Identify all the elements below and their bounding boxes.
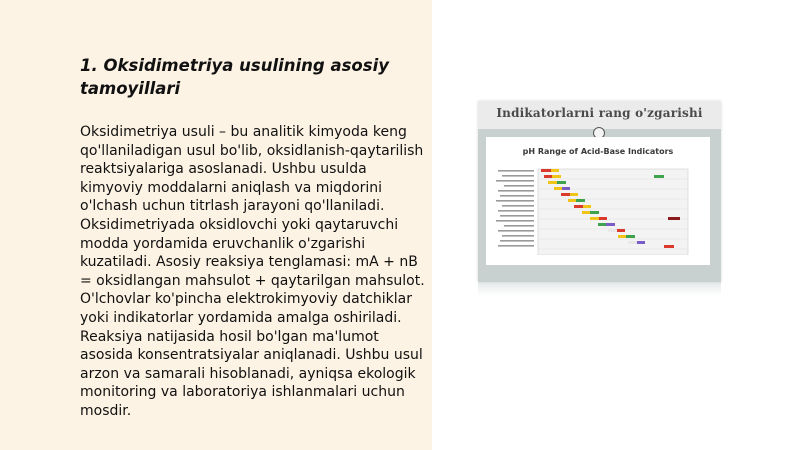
slide-body-text: Oksidimetriya usuli – bu analitik kimyoda keng qo'llaniladigan usul bo'lib, oksidlanish-qaytarilish reaktsiyalariga asoslanadi. Ushbu usulda kimyoviy moddalarni aniqlash va miqdorini o'lchash uchun titrlash jarayoni qo'llaniladi. Oksidimetriyada oksidlovchi yoki qaytaruvchi modda yordamida eruvchanlik o'zgarishi kuzatiladi. Asosiy reaksiya tenglamasi: mA + nB = oksidlangan mahsulot + qaytarilgan mahsulot. O'lchovlar ko'pincha elektrokimyoviy datchiklar yoki indikatorlar yordamida amalga oshiriladi. Reaksiya natijasida hosil bo'lgan ma'lumot asosida konsentratsiyalar aniqlanadi. Ushbu usul arzon va samarali hisoblanadi, ayniqsa ekologik monitoring va laboratoriya ishlanmalari uchun mosdir. xyxy=(80,124,425,419)
image-card-title-bar xyxy=(478,101,721,129)
image-card-title: Indikatorlarni rang o'zgarishi xyxy=(496,106,703,120)
slide-heading: 1. Oksidimetriya usulining asosiy tamoyillari xyxy=(80,56,389,98)
indicator-range-graphic xyxy=(486,167,710,261)
indicator-chart-photo xyxy=(486,137,710,265)
image-card-reflection xyxy=(478,282,721,296)
photo-chart-title: pH Range of Acid-Base Indicators xyxy=(522,147,674,156)
indicator-image-card xyxy=(478,101,721,282)
